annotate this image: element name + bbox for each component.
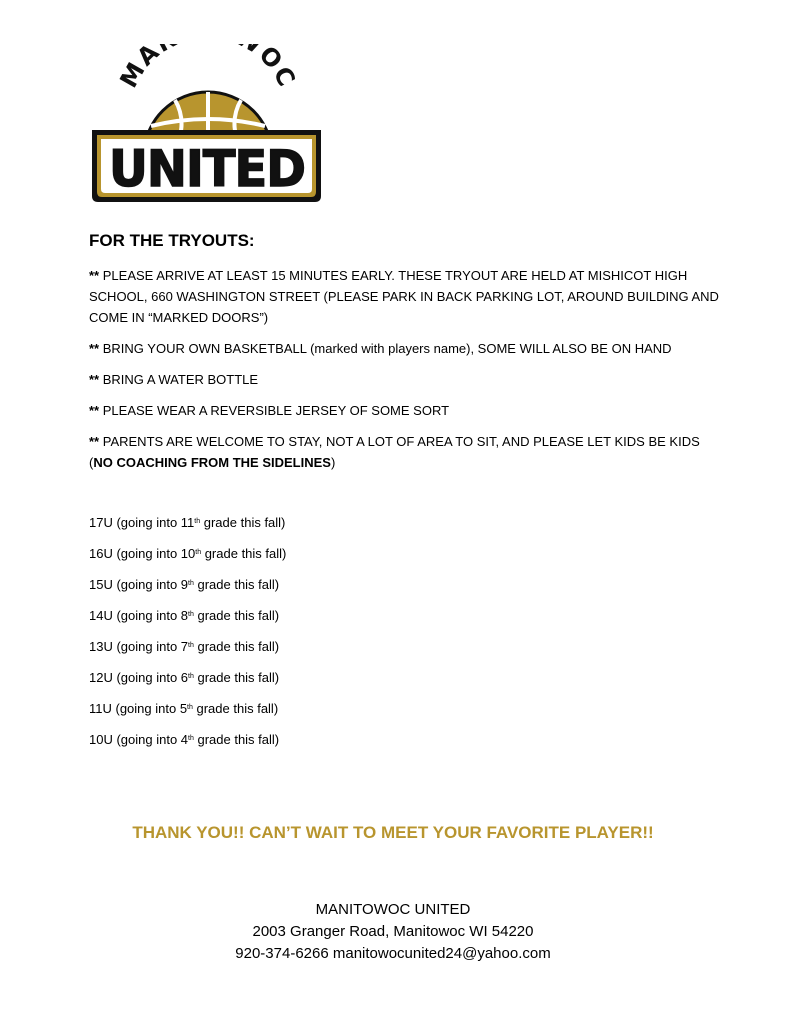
- age-group-rest: grade this fall): [193, 577, 280, 592]
- ordinal-suffix: th: [188, 673, 194, 680]
- contact-info: 920-374-6266 manitowocunited24@yahoo.com: [235, 945, 551, 962]
- age-group-rest: grade this fall): [193, 608, 280, 623]
- bullet-marker: **: [89, 403, 100, 418]
- instruction-item: [89, 400, 729, 421]
- age-group-item: [89, 575, 286, 606]
- age-group-rest: grade this fall): [193, 732, 280, 747]
- age-group-item: [89, 606, 286, 637]
- age-group-list: [89, 513, 286, 761]
- age-group-rest: grade this fall): [193, 670, 280, 685]
- thank-you-message: THANK YOU!! CAN’T WAIT TO MEET YOUR FAVORITE PLAYER!!: [132, 823, 654, 842]
- address: 2003 Granger Road, Manitowoc WI 54220: [252, 923, 534, 940]
- instruction-text: BRING A WATER BOTTLE: [102, 372, 259, 387]
- age-group-item: [89, 699, 286, 730]
- age-group-label: 10U (going into 4: [89, 732, 189, 747]
- age-group-item: [89, 513, 286, 544]
- age-group-rest: grade this fall): [192, 701, 279, 716]
- age-group-item: [89, 730, 286, 761]
- age-group-item: [89, 544, 286, 575]
- svg-text:MANITOWOC: MA OC: [114, 44, 302, 93]
- age-group-label: 17U (going into 11: [89, 515, 195, 530]
- instruction-text: BRING YOUR OWN BASKETBALL (marked with players name), SOME WILL ALSO BE ON HAND: [102, 341, 672, 356]
- tryout-instructions: [89, 265, 729, 483]
- instruction-item: [89, 338, 729, 359]
- bullet-marker: **: [89, 268, 100, 283]
- age-group-label: 16U (going into 10: [89, 546, 196, 561]
- age-group-rest: grade this fall): [193, 639, 280, 654]
- paren-open: (: [89, 455, 94, 470]
- paren-close: ): [330, 455, 336, 470]
- instruction-item: [89, 369, 729, 390]
- age-group-label: 13U (going into 7: [89, 639, 189, 654]
- manitowoc-united-logo: [89, 44, 325, 204]
- age-group-label: 11U (going into 5: [89, 701, 188, 716]
- bullet-marker: **: [89, 372, 100, 387]
- org-name: MANITOWOC UNITED: [315, 901, 471, 918]
- ordinal-suffix: th: [188, 611, 194, 618]
- ordinal-suffix: th: [187, 704, 193, 711]
- bullet-marker: **: [89, 434, 100, 449]
- age-group-item: [89, 668, 286, 699]
- ordinal-suffix: th: [188, 642, 194, 649]
- bullet-marker: **: [89, 341, 100, 356]
- ordinal-suffix: th: [194, 518, 201, 525]
- instruction-item: [89, 265, 729, 328]
- age-group-label: 12U (going into 6: [89, 670, 189, 685]
- tryouts-heading: FOR THE TRYOUTS:: [89, 231, 255, 250]
- instruction-item: [89, 431, 729, 473]
- svg-text:UNITED: UNITED: [109, 140, 305, 198]
- ordinal-suffix: th: [188, 735, 194, 742]
- age-group-label: 14U (going into 8: [89, 608, 189, 623]
- no-coaching-note: NO COACHING FROM THE SIDELINES: [93, 455, 331, 470]
- age-group-rest: grade this fall): [201, 546, 287, 561]
- age-group-item: [89, 637, 286, 668]
- ordinal-suffix: th: [195, 549, 202, 556]
- instruction-text: PLEASE WEAR A REVERSIBLE JERSEY OF SOME SORT: [102, 403, 450, 418]
- age-group-rest: grade this fall): [200, 515, 286, 530]
- instruction-text: PLEASE ARRIVE AT LEAST 15 MINUTES EARLY. THESE TRYOUT ARE HELD AT MISHICOT HIGH SCHOOL, 660 WASHINGTON STREET (PLEASE PARK IN BACK PARKING LOT, AROUND BUILDING AND COME IN “MARKED DOORS”): [89, 268, 719, 325]
- contact-footer: [0, 899, 786, 965]
- instruction-text: PARENTS ARE WELCOME TO STAY, NOT A LOT OF AREA TO SIT, AND PLEASE LET KIDS BE KIDS: [102, 434, 700, 449]
- age-group-label: 15U (going into 9: [89, 577, 189, 592]
- ordinal-suffix: th: [188, 580, 194, 587]
